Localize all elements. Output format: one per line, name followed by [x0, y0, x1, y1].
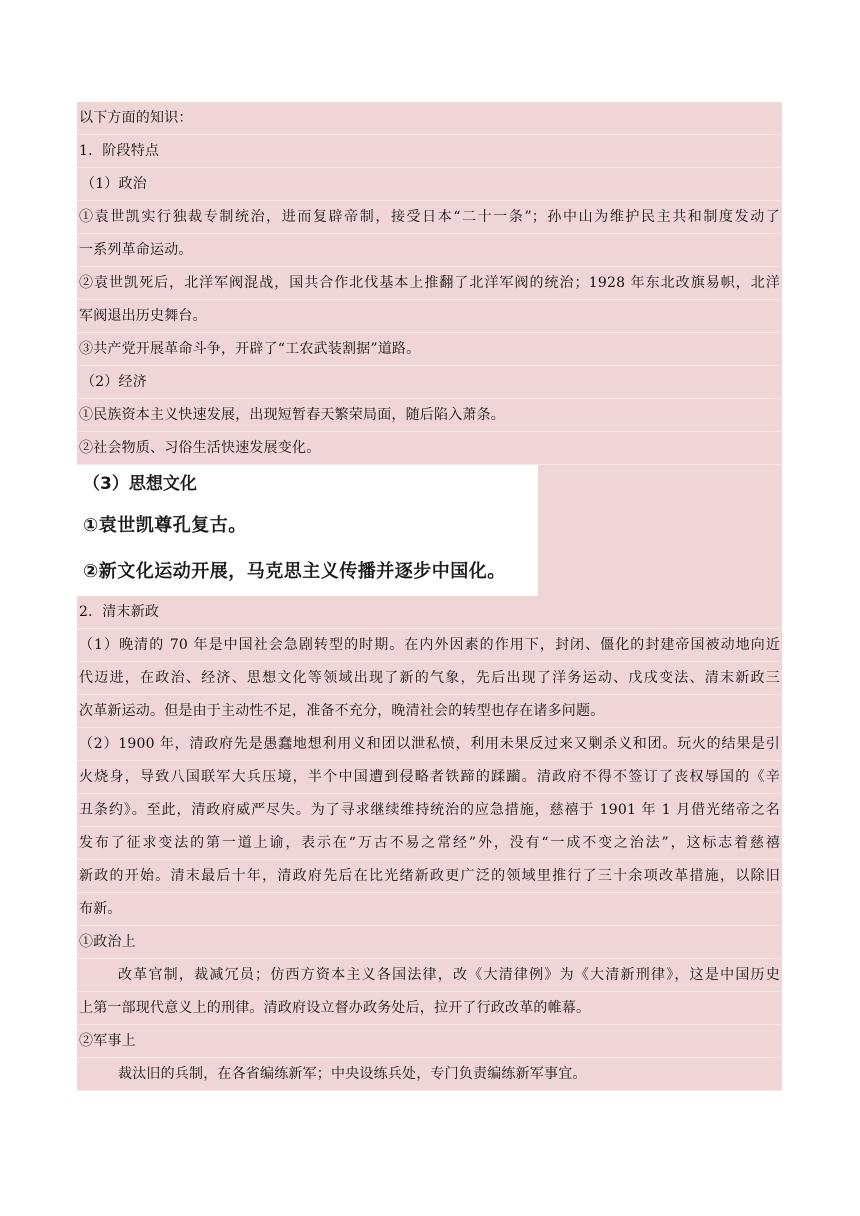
scan-item-1: ①袁世凯尊孔复古。: [83, 515, 247, 536]
scan-heading: （3）思想文化: [83, 474, 197, 494]
text-line: （2）经济: [77, 366, 782, 399]
text-line: 改革官制，裁减冗员；仿西方资本主义各国法律，改《大清律例》为《大清新刑律》，这是中国历史: [77, 959, 782, 992]
text-line: ①袁世凯实行独裁专制统治，进而复辟帝制，接受日本“二十一条”；孙中山为维护民主共和制度发动了: [77, 201, 782, 234]
scanned-text-image: [77, 465, 538, 596]
text-line: 布新。: [77, 893, 782, 926]
text-line: 以下方面的知识：: [77, 102, 782, 135]
text-line: ①政治上: [77, 926, 782, 959]
text-line: 2．清末新政: [77, 596, 782, 629]
text-line: 一系列革命运动。: [77, 234, 782, 267]
text-line: 1．阶段特点: [77, 135, 782, 168]
text-line: 次革新运动。但是由于主动性不足，准备不充分，晚清社会的转型也存在诸多问题。: [77, 695, 782, 728]
text-line: ②军事上: [77, 1025, 782, 1058]
text-line: 丑条约》。至此，清政府威严尽失。为了寻求继续维持统治的应急措施，慈禧于 1901 年 1 月借光绪帝之名: [77, 794, 782, 827]
text-line: ②袁世凯死后，北洋军阀混战，国共合作北伐基本上推翻了北洋军阀的统治；1928 年东北改旗易帜，北洋: [77, 267, 782, 300]
highlighted-content: [77, 102, 782, 1091]
text-line: 新政的开始。清末最后十年，清政府先后在比光绪新政更广泛的领域里推行了三十余项改革措施，以除旧: [77, 860, 782, 893]
text-line: （1）政治: [77, 168, 782, 201]
text-block-stage-features: [77, 102, 782, 465]
text-line: 代迈进，在政治、经济、思想文化等领域出现了新的气象，先后出现了洋务运动、戊戌变法、清末新政三: [77, 662, 782, 695]
text-line: ①民族资本主义快速发展，出现短暂春天繁荣局面，随后陷入萧条。: [77, 399, 782, 432]
text-line: （2）1900 年，清政府先是愚蠢地想利用义和团以泄私愤，利用未果反过来又剿杀义和团。玩火的结果是引: [77, 728, 782, 761]
text-block-late-qing-reform: [77, 596, 782, 1091]
text-line: ②社会物质、习俗生活快速发展变化。: [77, 432, 782, 465]
text-line: 上第一部现代意义上的刑律。清政府设立督办政务处后，拉开了行政改革的帷幕。: [77, 992, 782, 1025]
text-line: 发布了征求变法的第一道上谕，表示在“万古不易之常经”外，没有“一成不变之治法”，这标志着慈禧: [77, 827, 782, 860]
text-line: 火烧身，导致八国联军大兵压境，半个中国遭到侵略者铁蹄的蹂躏。清政府不得不签订了丧权辱国的《辛: [77, 761, 782, 794]
text-line: ③共产党开展革命斗争，开辟了“工农武装割据”道路。: [77, 333, 782, 366]
text-line: 军阀退出历史舞台。: [77, 300, 782, 333]
text-line: 裁汰旧的兵制，在各省编练新军；中央设练兵处，专门负责编练新军事宜。: [77, 1058, 782, 1091]
scan-item-2: ②新文化运动开展，马克思主义传播并逐步中国化。: [83, 561, 506, 582]
text-line: （1）晚清的 70 年是中国社会急剧转型的时期。在内外因素的作用下，封闭、僵化的封建帝国被动地向近: [77, 629, 782, 662]
